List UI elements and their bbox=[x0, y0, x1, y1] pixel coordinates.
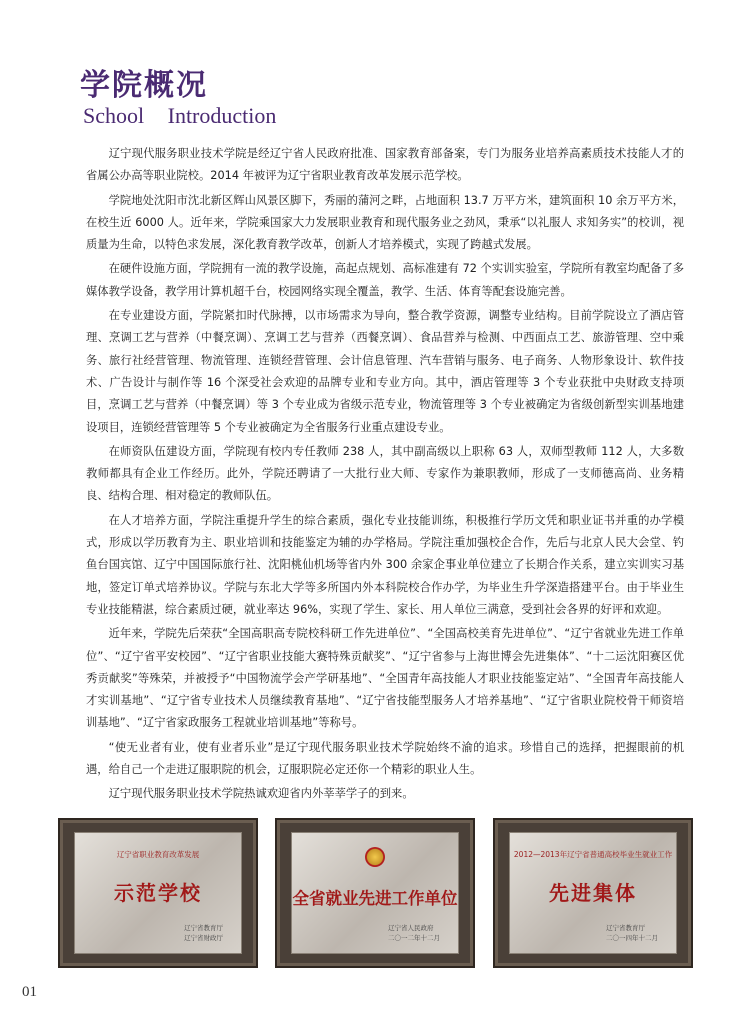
plaque-issuer-line: 二〇一二年十二月 bbox=[388, 934, 440, 942]
plaque-heading: 2012—2013年辽宁省普通高校毕业生就业工作 bbox=[513, 850, 673, 859]
plaque-issuer-line: 辽宁省教育厅 bbox=[606, 924, 645, 932]
award-plaques bbox=[58, 818, 693, 968]
body-text bbox=[86, 143, 684, 808]
plaque-issuer-line: 辽宁省财政厅 bbox=[184, 934, 223, 942]
plaque-issuer-line: 辽宁省人民政府 bbox=[388, 924, 434, 932]
paragraph: 在人才培养方面，学院注重提升学生的综合素质，强化专业技能训练，积极推行学历文凭和职业证书并重的办学模式，形成以学历教育为主、职业培训和技能鉴定为辅的办学格局。学院注重加强校企合作，先后与北京人民大会堂、钓鱼台国宾馆、辽宁中国国际旅行社、沈阳桃仙机场等省内外 300 余家企事业单位建立了长期合作关系，建立实训实习基地，签定订单式培养协议。学院与东北大学等多所国内外本科院校合作办学，为毕业生升学深造搭建平台。由于毕业生专业技能精湛，综合素质过硬，就业率达 96%，实现了学生、家长、用人单位三满意，受到社会各界的好评和欢迎。 bbox=[86, 513, 684, 616]
award-plaque-employment bbox=[275, 818, 475, 968]
plaque-issuer bbox=[388, 923, 440, 943]
award-plaque-model-school bbox=[58, 818, 258, 968]
page-number: 01 bbox=[22, 984, 37, 1000]
plaque-issuer-line: 二〇一四年十二月 bbox=[606, 934, 658, 942]
plaque-issuer-line: 辽宁省教育厅 bbox=[184, 924, 223, 932]
paragraph: 辽宁现代服务职业技术学院热诚欢迎省内外莘莘学子的到来。 bbox=[108, 787, 414, 801]
paragraph: 在师资队伍建设方面，学院现有校内专任教师 238 人，其中副高级以上职称 63 人，双师型教师 112 人，大多数教师都具有企业工作经历。此外，学院还聘请了一大批行业大师、专家作为兼职教师，形成了一支师德高尚、业务精良、结构合理、相对稳定的教师队伍。 bbox=[86, 444, 684, 503]
plaque-title: 全省就业先进工作单位 bbox=[292, 889, 458, 908]
paragraph: 在硬件设施方面，学院拥有一流的教学设施，高起点规划、高标准建有 72 个实训实验室，学院所有教室均配备了多媒体教学设备，教学用计算机超千台，校园网络实现全覆盖，教学、生活、体育等配套设施完善。 bbox=[86, 262, 684, 298]
plaque-heading: 辽宁省职业教育改革发展 bbox=[116, 850, 200, 859]
award-plaque-advanced-collective bbox=[493, 818, 693, 968]
paragraph: “使无业者有业，使有业者乐业”是辽宁现代服务职业技术学院始终不渝的追求。珍惜自己的选择，把握眼前的机遇，给自己一个走进辽服职院的机会，辽服职院必定还你一个精彩的职业人生。 bbox=[86, 740, 684, 777]
page-title-cn: 学院概况 bbox=[80, 68, 208, 103]
paragraph: 辽宁现代服务职业技术学院是经辽宁省人民政府批准、国家教育部备案，专门为服务业培养高素质技术技能人才的省属公办高等职业院校。2014 年被评为辽宁省职业教育改革发展示范学校。 bbox=[86, 147, 684, 183]
paragraph: 近年来，学院先后荣获“全国高职高专院校科研工作先进单位”、“全国高校美育先进单位”、“辽宁省就业先进工作单位”、“辽宁省平安校园”、“辽宁省职业技能大赛特殊贡献奖”、“辽宁省参与上海世博会先进集体”、“十二运沈阳赛区优秀贡献奖”等殊荣，并被授予“中国物流学会产学研基地”、“全国青年高技能人才职业技能鉴定站”、“全国青年高技能人才实训基地”、“辽宁省专业技术人员继续教育基地”、“辽宁省技能型服务人才培养基地”、“辽宁省职业院校骨干师资培训基地”、“辽宁省家政服务工程就业培训基地”等称号。 bbox=[86, 627, 684, 730]
paragraph: 在专业建设方面，学院紧扣时代脉搏，以市场需求为导向，整合教学资源，调整专业结构。目前学院设立了酒店管理、烹调工艺与营养（中餐烹调）、烹调工艺与营养（西餐烹调）、食品营养与检测、中西面点工艺、旅游管理、空中乘务、旅行社经营管理、物流管理、连锁经营管理、会计信息管理、汽车营销与服务、电子商务、人物形象设计、软件技术、广告设计与制作等 16 个深受社会欢迎的品牌专业和专业方向。其中，酒店管理等 3 个专业获批中央财政支持项目，烹调工艺与营养（中餐烹调）等 3 个专业成为省级示范专业，物流管理等 3 个专业被确定为省级创新型实训基地建设项目，连锁经营管理等 5 个专业被确定为全省服务行业重点建设专业。 bbox=[86, 309, 684, 434]
paragraph: 学院地处沈阳市沈北新区辉山风景区脚下，秀丽的蒲河之畔，占地面积 13.7 万平方米，建筑面积 10 余万平方米，在校生近 6000 人。近年来，学院乘国家大力发展职业教育和现代服务业之劲风，秉承“以礼服人 求知务实”的校训，视质量为生命，以特色求发展，深化教育教学改革，创新人才培养模式，实现了跨越式发展。 bbox=[86, 193, 684, 252]
plaque-issuer bbox=[184, 923, 223, 943]
page-title-en: School Introduction bbox=[83, 103, 277, 128]
national-emblem-icon bbox=[365, 847, 385, 867]
plaque-title: 示范学校 bbox=[114, 881, 202, 905]
plaque-title: 先进集体 bbox=[549, 881, 637, 905]
plaque-issuer bbox=[606, 923, 658, 943]
